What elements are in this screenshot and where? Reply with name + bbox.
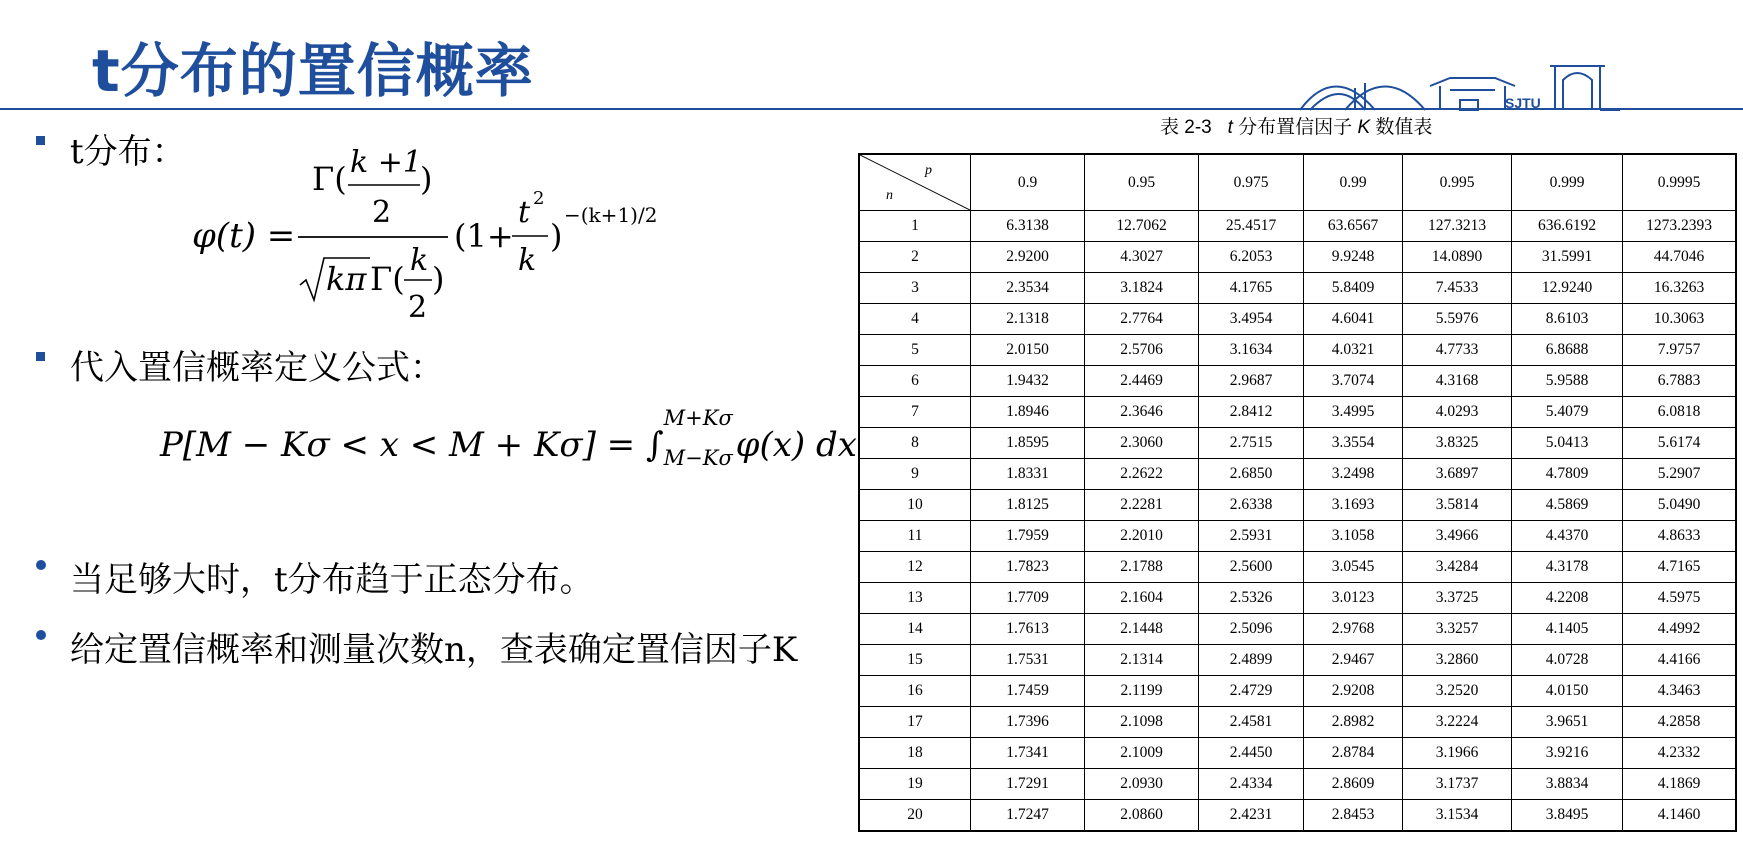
table-cell: 12.7062 xyxy=(1085,211,1199,242)
table-row xyxy=(859,738,1736,769)
table-cell: 4.0321 xyxy=(1304,335,1403,366)
table-cell: 3.2860 xyxy=(1403,645,1512,676)
column-header: 0.95 xyxy=(1085,154,1199,211)
column-header: 0.999 xyxy=(1512,154,1623,211)
row-n-cell: 5 xyxy=(859,335,971,366)
table-cell: 3.1058 xyxy=(1304,521,1403,552)
table-cell: 4.2858 xyxy=(1623,707,1737,738)
k-plus-1: k +1 xyxy=(350,145,422,180)
table-cell: 4.0728 xyxy=(1512,645,1623,676)
bullet-marker xyxy=(36,630,46,640)
table-cell: 4.2208 xyxy=(1512,583,1623,614)
gamma-numerator: Γ( xyxy=(312,160,347,198)
table-row xyxy=(859,676,1736,707)
row-n-cell: 19 xyxy=(859,769,971,800)
table-cell: 3.2498 xyxy=(1304,459,1403,490)
p-label: p xyxy=(925,163,932,178)
table-cell: 4.4992 xyxy=(1623,614,1737,645)
table-cell: 1.7823 xyxy=(971,552,1085,583)
table-cell: 44.7046 xyxy=(1623,242,1737,273)
table-cell: 5.2907 xyxy=(1623,459,1737,490)
table-cell: 2.0930 xyxy=(1085,769,1199,800)
table-cell: 1.8595 xyxy=(971,428,1085,459)
table-cell: 2.1009 xyxy=(1085,738,1199,769)
table-cell: 3.1737 xyxy=(1403,769,1512,800)
table-cell: 2.8453 xyxy=(1304,800,1403,832)
table-cell: 3.5814 xyxy=(1403,490,1512,521)
table-cell: 4.6041 xyxy=(1304,304,1403,335)
table-cell: 3.0545 xyxy=(1304,552,1403,583)
bullet-substitute-definition xyxy=(70,340,444,389)
confidence-probability-formula xyxy=(160,406,857,470)
close-paren-den: ) xyxy=(432,260,445,298)
table-cell: 2.9467 xyxy=(1304,645,1403,676)
table-cell: 1273.2393 xyxy=(1623,211,1737,242)
table-cell: 6.0818 xyxy=(1623,397,1737,428)
table-row xyxy=(859,552,1736,583)
bullet-lookup-table xyxy=(70,622,797,671)
table-cell: 6.2053 xyxy=(1199,242,1304,273)
bullet-text: 代入置信概率定义公式： xyxy=(70,348,444,388)
table-cell: 2.4469 xyxy=(1085,366,1199,397)
table-row xyxy=(859,645,1736,676)
university-logo xyxy=(1300,58,1620,117)
table-cell: 1.7531 xyxy=(971,645,1085,676)
table-cell: 2.4729 xyxy=(1199,676,1304,707)
row-n-cell: 15 xyxy=(859,645,971,676)
table-row xyxy=(859,521,1736,552)
table-cell: 3.1966 xyxy=(1403,738,1512,769)
table-cell: 1.7613 xyxy=(971,614,1085,645)
row-n-cell: 2 xyxy=(859,242,971,273)
table-cell: 5.9588 xyxy=(1512,366,1623,397)
k-over-2-k: k xyxy=(410,243,429,278)
table-cell: 7.4533 xyxy=(1403,273,1512,304)
table-cell: 2.5931 xyxy=(1199,521,1304,552)
table-header-row xyxy=(859,154,1736,211)
row-n-cell: 11 xyxy=(859,521,971,552)
phi-t-label: φ(t) = xyxy=(192,216,296,256)
logo-text: SJTU xyxy=(1505,95,1541,111)
bullet-text: t分布： xyxy=(70,132,186,172)
table-cell: 2.1318 xyxy=(971,304,1085,335)
table-cell: 4.3027 xyxy=(1085,242,1199,273)
bullet-normal-approx xyxy=(70,552,594,601)
table-cell: 6.7883 xyxy=(1623,366,1737,397)
table-row xyxy=(859,335,1736,366)
column-header: 0.975 xyxy=(1199,154,1304,211)
table-cell: 2.9768 xyxy=(1304,614,1403,645)
formula2-main: P[M − Kσ < x < M + Kσ] = ∫ xyxy=(160,425,664,465)
table-cell: 127.3213 xyxy=(1403,211,1512,242)
table-cell: 3.3257 xyxy=(1403,614,1512,645)
table-row xyxy=(859,242,1736,273)
table-cell: 4.4370 xyxy=(1512,521,1623,552)
table-cell: 1.7341 xyxy=(971,738,1085,769)
bullet-marker xyxy=(36,352,45,361)
slide-title: t分布的置信概率 xyxy=(92,37,534,105)
table-cell: 2.3646 xyxy=(1085,397,1199,428)
table-cell: 31.5991 xyxy=(1512,242,1623,273)
table-cell: 8.6103 xyxy=(1512,304,1623,335)
table-cell: 2.9687 xyxy=(1199,366,1304,397)
table-row xyxy=(859,614,1736,645)
table-cell: 2.8609 xyxy=(1304,769,1403,800)
table-row xyxy=(859,800,1736,832)
exponent: −(k+1)/2 xyxy=(564,203,658,227)
k-denominator: k xyxy=(518,243,537,278)
row-n-cell: 8 xyxy=(859,428,971,459)
table-cell: 5.0413 xyxy=(1512,428,1623,459)
row-n-cell: 1 xyxy=(859,211,971,242)
table-cell: 2.1199 xyxy=(1085,676,1199,707)
table-cell: 12.9240 xyxy=(1512,273,1623,304)
caption-mid: 分布置信因子 xyxy=(1232,117,1358,138)
table-row xyxy=(859,273,1736,304)
table-cell: 4.1765 xyxy=(1199,273,1304,304)
table-cell: 2.4334 xyxy=(1199,769,1304,800)
table-cell: 5.5976 xyxy=(1403,304,1512,335)
sup-two: 2 xyxy=(533,188,545,209)
table-cell: 2.5706 xyxy=(1085,335,1199,366)
table-row xyxy=(859,459,1736,490)
table-row xyxy=(859,707,1736,738)
integral-lower: M−Kσ xyxy=(663,446,733,470)
sqrt-k-pi: kπ xyxy=(326,260,367,298)
table-row xyxy=(859,304,1736,335)
table-cell: 3.3554 xyxy=(1304,428,1403,459)
table-cell: 2.1314 xyxy=(1085,645,1199,676)
close-paren-num: ) xyxy=(420,160,433,198)
row-n-cell: 7 xyxy=(859,397,971,428)
table-cell: 3.4284 xyxy=(1403,552,1512,583)
row-n-cell: 13 xyxy=(859,583,971,614)
table-cell: 3.9651 xyxy=(1512,707,1623,738)
table-cell: 2.4231 xyxy=(1199,800,1304,832)
table-cell: 3.8495 xyxy=(1512,800,1623,832)
table-cell: 2.1098 xyxy=(1085,707,1199,738)
table-cell: 1.8125 xyxy=(971,490,1085,521)
table-row xyxy=(859,769,1736,800)
column-header: 0.99 xyxy=(1304,154,1403,211)
table-cell: 5.0490 xyxy=(1623,490,1737,521)
table-cell: 2.9208 xyxy=(1304,676,1403,707)
table-cell: 4.5869 xyxy=(1512,490,1623,521)
table-cell: 2.6850 xyxy=(1199,459,1304,490)
table-cell: 2.5600 xyxy=(1199,552,1304,583)
table-cell: 4.3463 xyxy=(1623,676,1737,707)
table-cell: 6.3138 xyxy=(971,211,1085,242)
table-cell: 63.6567 xyxy=(1304,211,1403,242)
table-cell: 2.4899 xyxy=(1199,645,1304,676)
table-cell: 4.5975 xyxy=(1623,583,1737,614)
caption-t: t xyxy=(1227,117,1233,138)
table-cell: 5.4079 xyxy=(1512,397,1623,428)
row-n-cell: 3 xyxy=(859,273,971,304)
table-cell: 1.7709 xyxy=(971,583,1085,614)
row-n-cell: 10 xyxy=(859,490,971,521)
table-cell: 4.8633 xyxy=(1623,521,1737,552)
table-cell: 6.8688 xyxy=(1512,335,1623,366)
table-cell: 3.7074 xyxy=(1304,366,1403,397)
bullet-text: 当足够大时，t分布趋于正态分布。 xyxy=(70,560,594,600)
table-row xyxy=(859,583,1736,614)
n-label: n xyxy=(886,188,893,203)
column-header: 0.995 xyxy=(1403,154,1512,211)
caption-suffix: 数值表 xyxy=(1370,117,1433,138)
table-cell: 2.1604 xyxy=(1085,583,1199,614)
table-cell: 3.1824 xyxy=(1085,273,1199,304)
table-cell: 4.0293 xyxy=(1403,397,1512,428)
table-cell: 2.4450 xyxy=(1199,738,1304,769)
table-cell: 4.1869 xyxy=(1623,769,1737,800)
two-denominator: 2 xyxy=(408,290,428,325)
table-cell: 3.3725 xyxy=(1403,583,1512,614)
table-cell: 2.2622 xyxy=(1085,459,1199,490)
table-cell: 4.3178 xyxy=(1512,552,1623,583)
table-cell: 1.7291 xyxy=(971,769,1085,800)
diagonal-header-cell xyxy=(859,154,971,211)
table-cell: 2.3534 xyxy=(971,273,1085,304)
bullet-marker xyxy=(36,136,45,145)
bullet-marker xyxy=(36,560,46,570)
row-n-cell: 17 xyxy=(859,707,971,738)
table-cell: 4.1460 xyxy=(1623,800,1737,832)
table-cell: 3.4995 xyxy=(1304,397,1403,428)
table-cell: 2.1788 xyxy=(1085,552,1199,583)
integrand: φ(x) dx xyxy=(735,425,857,465)
table-cell: 5.6174 xyxy=(1623,428,1737,459)
table-cell: 5.8409 xyxy=(1304,273,1403,304)
table-row xyxy=(859,428,1736,459)
table-cell: 1.7459 xyxy=(971,676,1085,707)
table-cell: 3.0123 xyxy=(1304,583,1403,614)
table-cell: 1.8331 xyxy=(971,459,1085,490)
row-n-cell: 4 xyxy=(859,304,971,335)
table-cell: 1.7247 xyxy=(971,800,1085,832)
table-cell: 2.4581 xyxy=(1199,707,1304,738)
table-row xyxy=(859,211,1736,242)
t-distribution-formula xyxy=(192,140,712,334)
t-squared: t xyxy=(518,195,531,230)
table-cell: 16.3263 xyxy=(1623,273,1737,304)
row-n-cell: 9 xyxy=(859,459,971,490)
table-cell: 3.1693 xyxy=(1304,490,1403,521)
row-n-cell: 14 xyxy=(859,614,971,645)
column-header: 0.9 xyxy=(971,154,1085,211)
table-cell: 2.1448 xyxy=(1085,614,1199,645)
column-header: 0.9995 xyxy=(1623,154,1737,211)
caption-prefix: 表 2-3 xyxy=(1160,117,1212,138)
table-cell: 3.4966 xyxy=(1403,521,1512,552)
table-row xyxy=(859,397,1736,428)
table-cell: 4.7809 xyxy=(1512,459,1623,490)
two-numerator: 2 xyxy=(372,195,392,230)
close-paren-exp: ) xyxy=(550,217,563,255)
table-cell: 2.5096 xyxy=(1199,614,1304,645)
table-cell: 25.4517 xyxy=(1199,211,1304,242)
one-plus: (1+ xyxy=(454,217,514,255)
row-n-cell: 6 xyxy=(859,366,971,397)
table-cell: 2.6338 xyxy=(1199,490,1304,521)
table-cell: 4.7733 xyxy=(1403,335,1512,366)
table-cell: 3.9216 xyxy=(1512,738,1623,769)
table-cell: 2.2010 xyxy=(1085,521,1199,552)
table-cell: 4.4166 xyxy=(1623,645,1737,676)
integral-upper: M+Kσ xyxy=(663,406,733,430)
table-cell: 1.9432 xyxy=(971,366,1085,397)
table-cell: 3.8325 xyxy=(1403,428,1512,459)
table-cell: 4.7165 xyxy=(1623,552,1737,583)
table-row xyxy=(859,366,1736,397)
table-cell: 3.4954 xyxy=(1199,304,1304,335)
row-n-cell: 18 xyxy=(859,738,971,769)
table-cell: 636.6192 xyxy=(1512,211,1623,242)
row-n-cell: 20 xyxy=(859,800,971,832)
table-cell: 10.3063 xyxy=(1623,304,1737,335)
row-n-cell: 12 xyxy=(859,552,971,583)
table-cell: 2.9200 xyxy=(971,242,1085,273)
table-cell: 14.0890 xyxy=(1403,242,1512,273)
table-cell: 3.8834 xyxy=(1512,769,1623,800)
table-cell: 9.9248 xyxy=(1304,242,1403,273)
table-cell: 2.3060 xyxy=(1085,428,1199,459)
table-cell: 2.0860 xyxy=(1085,800,1199,832)
table-body xyxy=(859,211,1736,832)
table-cell: 3.2224 xyxy=(1403,707,1512,738)
table-cell: 3.2520 xyxy=(1403,676,1512,707)
table-cell: 7.9757 xyxy=(1623,335,1737,366)
table-cell: 3.6897 xyxy=(1403,459,1512,490)
table-cell: 4.3168 xyxy=(1403,366,1512,397)
table-cell: 2.5326 xyxy=(1199,583,1304,614)
table-cell: 2.7515 xyxy=(1199,428,1304,459)
table-cell: 4.2332 xyxy=(1623,738,1737,769)
table-cell: 1.7396 xyxy=(971,707,1085,738)
table-cell: 2.8982 xyxy=(1304,707,1403,738)
table-cell: 4.0150 xyxy=(1512,676,1623,707)
table-caption xyxy=(1160,112,1432,139)
table-cell: 2.8412 xyxy=(1199,397,1304,428)
table-cell: 1.7959 xyxy=(971,521,1085,552)
row-n-cell: 16 xyxy=(859,676,971,707)
bullet-text: 给定置信概率和测量次数n，查表确定置信因子K xyxy=(70,630,798,670)
table-cell: 2.8784 xyxy=(1304,738,1403,769)
gamma-denominator: Γ( xyxy=(370,260,405,298)
bullet-t-distribution xyxy=(70,124,186,173)
table-cell: 4.1405 xyxy=(1512,614,1623,645)
table-cell: 3.1534 xyxy=(1403,800,1512,832)
table-cell: 2.7764 xyxy=(1085,304,1199,335)
table-cell: 1.8946 xyxy=(971,397,1085,428)
table-cell: 2.2281 xyxy=(1085,490,1199,521)
t-factor-table xyxy=(858,153,1737,832)
table-row xyxy=(859,490,1736,521)
caption-k: K xyxy=(1357,117,1371,138)
table-cell: 3.1634 xyxy=(1199,335,1304,366)
table-cell: 2.0150 xyxy=(971,335,1085,366)
